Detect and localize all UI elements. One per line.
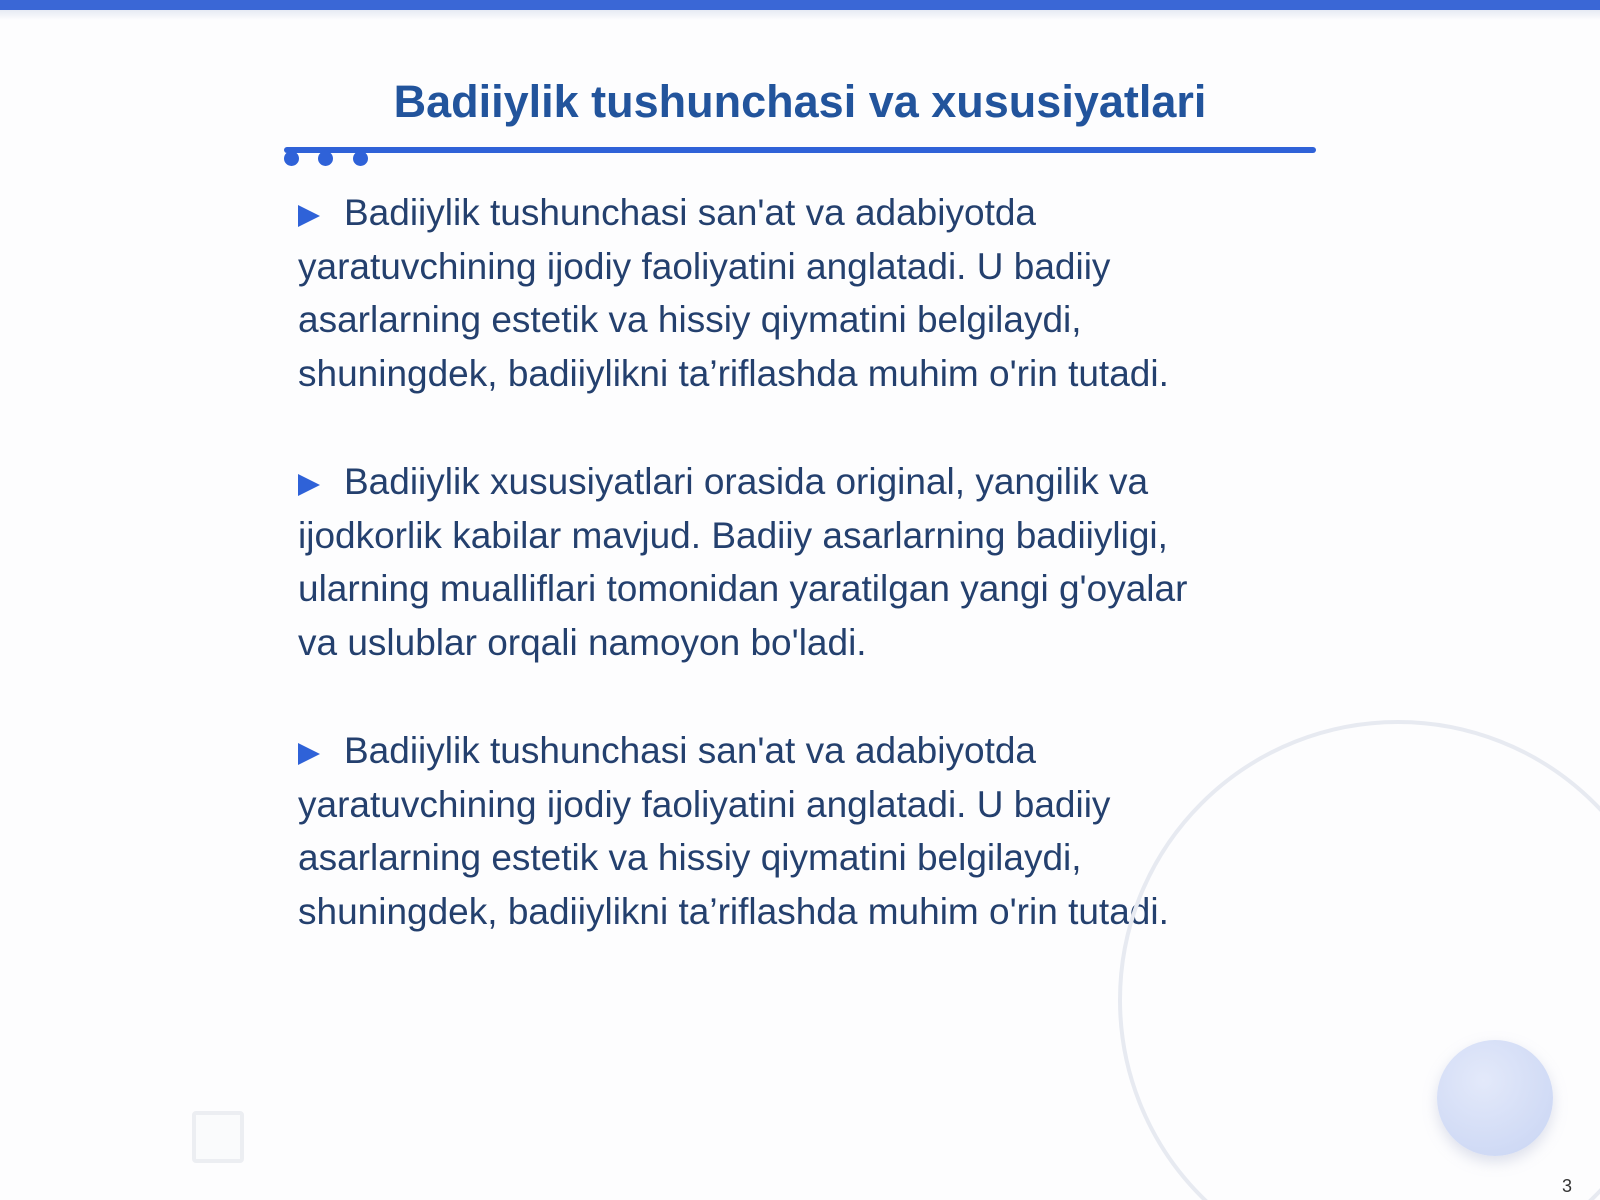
paragraph-line: Badiiylik tushunchasi san'at va adabiyotda <box>344 730 1036 771</box>
paragraph-line: shuningdek, badiiylikni ta’riflashda muhim o'rin tutadi. <box>298 352 1169 394</box>
triangle-right-icon <box>298 205 320 227</box>
title-underline <box>284 147 1316 153</box>
paragraph-line: yaratuvchining ijodiy faoliyatini anglatadi. U badiiy <box>298 245 1111 287</box>
page-number: 3 <box>1561 1176 1572 1196</box>
paragraph-line: asarlarning estetik va hissiy qiymatini belgilaydi, <box>298 299 1082 340</box>
bullet-paragraph-2 <box>298 455 1328 669</box>
decor-square <box>192 1111 244 1163</box>
paragraph-line: ijodkorlik kabilar mavjud. Badiiy asarlarning badiiyligi, <box>298 514 1168 556</box>
slide-title: Badiiylik tushunchasi va xususiyatlari <box>393 76 1207 127</box>
decor-dot <box>353 151 368 166</box>
triangle-right-icon <box>298 743 320 765</box>
top-accent-bar <box>0 0 1600 10</box>
paragraph-line: yaratuvchining ijodiy faoliyatini anglatadi. U badiiy <box>298 783 1111 825</box>
paragraph-line: Badiiylik tushunchasi san'at va adabiyotda <box>344 192 1036 233</box>
triangle-right-icon <box>298 474 320 496</box>
decor-dot <box>284 151 299 166</box>
paragraph-line: asarlarning estetik va hissiy qiymatini belgilaydi, <box>298 837 1082 878</box>
paragraph-line: va uslublar orqali namoyon bo'ladi. <box>298 621 867 663</box>
top-bar-shadow <box>0 10 1600 20</box>
bullet-paragraph-1 <box>298 186 1328 400</box>
decor-dot <box>318 151 333 166</box>
paragraph-line: Badiiylik xususiyatlari orasida original, yangilik va <box>344 461 1149 502</box>
decor-circle <box>1437 1040 1553 1156</box>
paragraph-line: shuningdek, badiiylikni ta’riflashda muhim o'rin tutadi. <box>298 890 1169 932</box>
paragraph-line: ularning mualliflari tomonidan yaratilgan yangi g'oyalar <box>298 568 1188 609</box>
